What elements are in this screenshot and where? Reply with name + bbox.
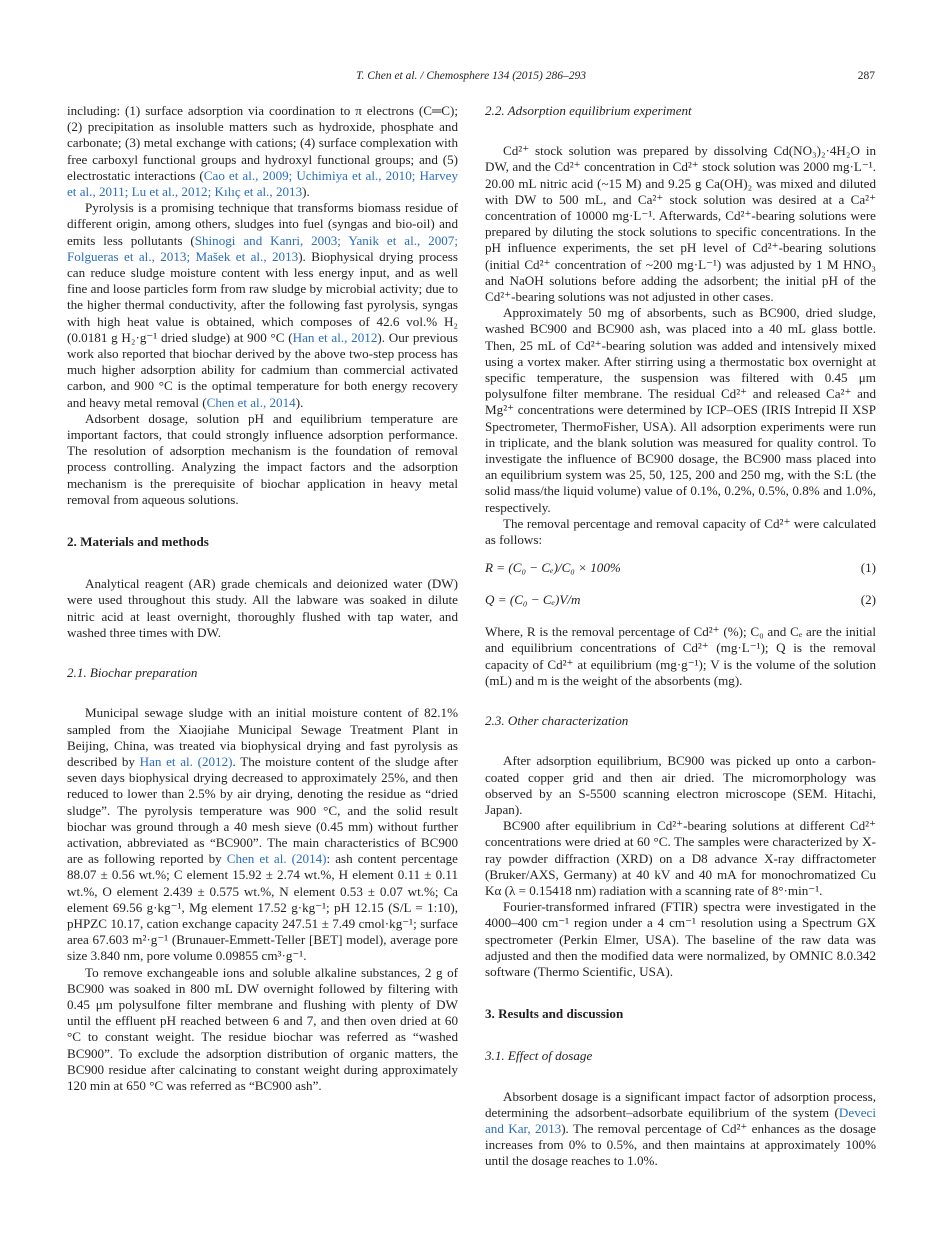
journal-citation: T. Chen et al. / Chemosphere 134 (2015) 286–293 bbox=[356, 70, 586, 82]
section-heading-materials-methods: 2. Materials and methods bbox=[67, 534, 209, 550]
citation-link[interactable]: Chen et al., 2014 bbox=[206, 394, 296, 410]
characterization-paragraph-2: BC900 after equilibrium in Cd²⁺-bearing solutions at different Cd²⁺ concentrations were dried at 60 °C. The samples were characterized by X-ray powder diffraction (XRD) on a D8 advance X-ray diffractometer (Bruker/AXS, Germany) at 40 kV and 40 mA for monochromatized Cu Kα (λ = 0.15418 nm) radiation with a scanning rate of 8°·min⁻¹. bbox=[485, 818, 876, 898]
citation-link[interactable]: Cao et al., 2009; Uchimiya et al., 2010; Harvey et al., 2011; Lu et al., 2012; Kılıç et al., 2013 bbox=[67, 167, 458, 200]
biochar-paragraph-2: To remove exchangeable ions and soluble alkaline substances, 2 g of BC900 was soaked in 800 mL DW overnight followed by filtering with 0.45 μm polysulfone filter membrane and flushing with plenty of DW until the effluent pH reached between 6 and 7, and then oven dried at 60 °C to constant weight. The residue biochar was referred as “washed BC900”. To exclude the adsorption distribution of organic matters, the BC900 residue after calcinating to constant weight during approximately 120 min at 650 °C was referred as “BC900 ash”. bbox=[67, 964, 458, 1093]
equation-2-number: (2) bbox=[860, 592, 876, 608]
intro-paragraph-2: Pyrolysis is a promising technique that transforms biomass residue of different origin, among others, sludges into fuel (syngas and bio-oil) and emits less pollutants (Shinogi and Kanri, 2003; Yanik et al., 2007; Folgueras et al., 2013; Mašek et al., 2013). Biophysical drying process can reduce sludge moisture content with less energy input, and as well fine and loose particles form from raw sludge by microbial activity; due to the higher thermal conductivity, after the following fast pyrolysis, syngas with high heat value is obtained, which composes of 42.6 vol.% H₂ (0.0181 g H₂·g⁻¹ dried sludge) at 900 °C (Han et al., 2012). Our previous work also reported that biochar derived by the above two-step process has much higher adsorption ability for cadmium than commercial activated carbon, and 900 °C is the optimal temperature for both energy recovery and heavy metal removal (Chen et al., 2014). bbox=[67, 200, 458, 410]
characterization-paragraph-1: After adsorption equilibrium, BC900 was picked up onto a carbon-coated copper grid and then air dried. The micromorphology was observed by an S-5500 scanning electron microscope (SEM. Hitachi, Japan). bbox=[485, 753, 876, 817]
dosage-paragraph: Absorbent dosage is a significant impact factor of adsorption process, determining the adsorbent–adsorbate equilibrium of the system (Deveci and Kar, 2013). The removal percentage of Cd²⁺ enhances as the dosage increases from 0% to 0.5%, and then maintains at approximately 100% until the dosage reaches to 1.0%. bbox=[485, 1088, 876, 1169]
biochar-paragraph-1: Municipal sewage sludge with an initial moisture content of 82.1% sampled from the Xiaojiahe Municipal Sewage Treatment Plant in Beijing, China, was treated via biophysical drying and fast pyrolysis as described by Han et al. (2012). The moisture content of the sludge after seven days biophysical drying decreased to approximately 25%, and then reduced to lower than 2.5% by air drying, denoting the residue as “dried sludge”. The pyrolysis temperature was 900 °C, and the solid result biochar was ground through a 40 mesh sieve (0.45 mm) without further activation, abbreviated as “BC900”. The main characteristics of BC900 are as following reported by Chen et al. (2014): ash content percentage 88.07 ± 0.56 wt.%; C element 15.92 ± 2.74 wt.%, H element 0.11 ± 0.11 wt.%, O element 2.439 ± 0.575 wt.%, N element 0.53 ± 0.07 wt.%; Ca element 69.56 g·kg⁻¹, Mg element 17.52 g·kg⁻¹; pH 12.15 (S/L = 1:10), pHPZC 10.17, cation exchange capacity 247.51 ± 7.49 cmol·kg⁻¹; surface area 67.603 m²·g⁻¹ (Brunauer-Emmett-Teller [BET] model), average pore size 3.840 nm, pore volume 0.09855 cm³·g⁻¹. bbox=[67, 705, 459, 964]
equation-1-formula: R = (C₀ − Cₑ)/C₀ × 100% bbox=[485, 560, 621, 576]
subsection-heading-effect-of-dosage: 3.1. Effect of dosage bbox=[485, 1048, 593, 1064]
equation-1-number: (1) bbox=[860, 560, 876, 576]
adsorption-paragraph-3: The removal percentage and removal capacity of Cd²⁺ were calculated as follows: bbox=[485, 515, 876, 548]
section-heading-results-discussion: 3. Results and discussion bbox=[485, 1006, 624, 1022]
characterization-paragraph-3: Fourier-transformed infrared (FTIR) spectra were investigated in the 4000–400 cm⁻¹ region under a 4 cm⁻¹ resolution using a Spectrum GX spectrometer (Perkin Elmer, USA). The baseline of the raw data was adjusted and then the modified data were normalized, by OMNIC 8.0.342 software (Thermo Scientific, USA). bbox=[485, 899, 876, 979]
equation-explanation: Where, R is the removal percentage of Cd²⁺ (%); C₀ and Cₑ are the initial and equilibrium concentrations of Cd²⁺ (mg·L⁻¹); Q is the removal capacity of Cd²⁺ at equilibrium (mg·g⁻¹); V is the volume of the solution (mL) and m is the weight of the absorbents (mg). bbox=[485, 624, 876, 688]
running-header bbox=[67, 70, 875, 88]
page-number: 287 bbox=[857, 70, 875, 82]
equation-1 bbox=[485, 560, 876, 578]
equation-2 bbox=[485, 592, 876, 610]
subsection-heading-adsorption-equilibrium: 2.2. Adsorption equilibrium experiment bbox=[485, 103, 692, 118]
subsection-heading-biochar-preparation: 2.1. Biochar preparation bbox=[67, 665, 198, 681]
citation-link[interactable]: Shinogi and Kanri, 2003; Yanik et al., 2007; Folgueras et al., 2013; Mašek et al., 2013 bbox=[67, 232, 458, 264]
materials-paragraph: Analytical reagent (AR) grade chemicals and deionized water (DW) were used throughout this study. All the labware was soaked in dilute nitric acid at least overnight, thoroughly flushed with tap water, and washed three times with DW. bbox=[67, 576, 458, 640]
right-column bbox=[485, 103, 876, 1170]
intro-paragraph-1: including: (1) surface adsorption via coordination to π electrons (C═C); (2) precipitation as insoluble matters such as hydroxide, phosphate and carbonate; (3) metal exchange with cations; (4) surface complexation with free carboxyl functional groups and hydroxyl functional groups; and (5) electrostatic interactions (Cao et al., 2009; Uchimiya et al., 2010; Harvey et al., 2011; Lu et al., 2012; Kılıç et al., 2013). bbox=[67, 103, 458, 200]
citation-link[interactable]: Han et al. (2012) bbox=[139, 753, 233, 769]
subsection-heading-other-characterization: 2.3. Other characterization bbox=[485, 713, 629, 729]
equation-2-formula: Q = (C₀ − Cₑ)V/m bbox=[485, 592, 581, 608]
adsorption-paragraph-1: Cd²⁺ stock solution was prepared by dissolving Cd(NO₃)₂·4H₂O in DW, and the Cd²⁺ concentration in Cd²⁺ stock solution was 2000 mg·L⁻¹. 20.00 mL nitric acid (~15 M) and 9.25 g Ca(OH)₂ was mixed and diluted with DW to 500 mL, and Ca²⁺ stock solution was desired at a Ca²⁺ concentration of 10000 mg·L⁻¹. Afterwards, Cd²⁺-bearing solutions were prepared by diluting the stock solutions to specific concentrations. In the pH influence experiments, the set pH level of Cd²⁺-bearing solutions (initial Cd²⁺ concentration of ~200 mg·L⁻¹) was adjusted by 1 M HNO₃ and NaOH solutions before adding the adsorbent; the initial pH of the Cd²⁺-bearing solutions was not adjusted in other cases. bbox=[485, 143, 876, 305]
citation-link[interactable]: Deveci and Kar, 2013 bbox=[485, 1104, 876, 1136]
citation-link[interactable]: Han et al., 2012 bbox=[292, 329, 378, 345]
adsorption-paragraph-2: Approximately 50 mg of absorbents, such as BC900, dried sludge, washed BC900 and BC900 ash, was placed into a 40 mL glass bottle. Then, 25 mL of Cd²⁺-bearing solution was added and intensively mixed using a vortex maker. After stirring using a thermostatic box overnight at specific temperature, the suspension was filtered with 0.45 μm polysulfone filter membrane. The residual Cd²⁺ and released Ca²⁺ and Mg²⁺ concentrations were determined by ICP–OES (IRIS Intrepid II XSP Spectrometer, ThermoFisher, USA). All adsorption experiments were run in triplicate, and the blank solution was measured for quality control. To investigate the influence of BC900 dosage, the BC900 mass placed into an equilibrium system was 25, 50, 125, 200 and 250 mg, with the S:L (the solid mass/the liquid volume) value of 0.1%, 0.2%, 0.5%, 0.8% and 1.0%, respectively. bbox=[485, 305, 876, 515]
citation-link[interactable]: Chen et al. (2014) bbox=[226, 851, 327, 867]
left-column bbox=[67, 103, 458, 1094]
intro-paragraph-3: Adsorbent dosage, solution pH and equilibrium temperature are important factors, that could strongly influence adsorption performance. The resolution of adsorption mechanism is the foundation of removal process controlling. Analyzing the impact factors and the adsorption mechanism is the prerequisite of biochar application in heavy metal removal from aqueous solutions. bbox=[67, 410, 458, 507]
